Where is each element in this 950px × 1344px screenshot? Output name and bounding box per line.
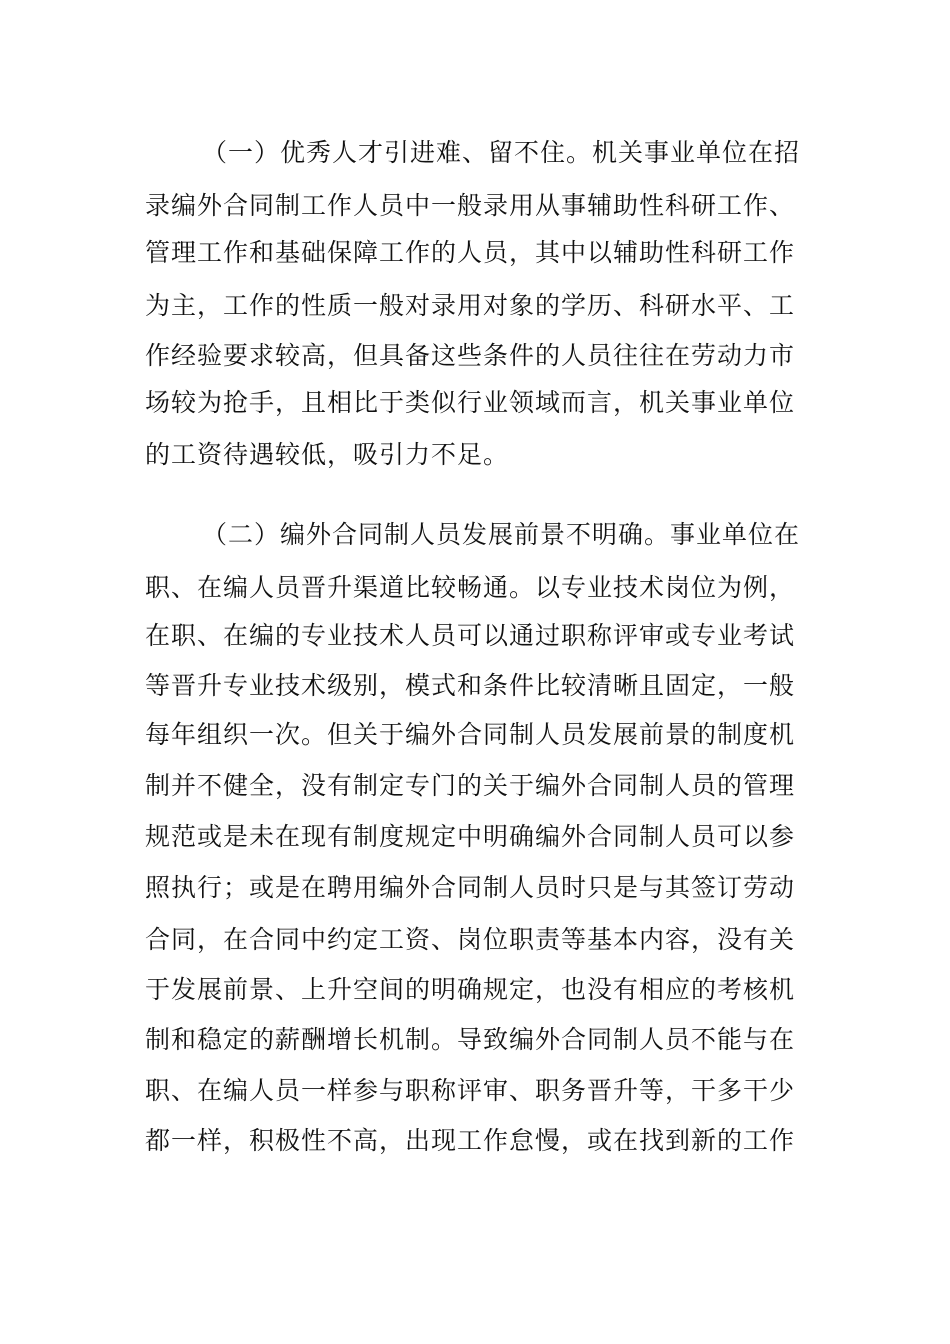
paragraph-line: 的工资待遇较低，吸引力不足。 bbox=[145, 440, 510, 469]
paragraph-line: 管理工作和基础保障工作的人员，其中以辅助性科研工作 bbox=[145, 238, 796, 267]
paragraph-line: 为主，工作的性质一般对录用对象的学历、科研水平、工 bbox=[145, 291, 796, 320]
paragraph-line: （一）优秀人才引进难、留不住。机关事业单位在招 bbox=[202, 138, 801, 167]
paragraph-line: 照执行；或是在聘用编外合同制人员时只是与其签订劳动 bbox=[145, 873, 796, 902]
paragraph-line: 职、在编人员一样参与职称评审、职务晋升等，干多干少 bbox=[145, 1076, 796, 1105]
paragraph-line: 录编外合同制工作人员中一般录用从事辅助性科研工作、 bbox=[145, 191, 796, 220]
paragraph-line: 作经验要求较高，但具备这些条件的人员往往在劳动力市 bbox=[145, 341, 796, 370]
paragraph-line: 等晋升专业技术级别，模式和条件比较清晰且固定，一般 bbox=[145, 671, 796, 700]
paragraph-line: 制和稳定的薪酬增长机制。导致编外合同制人员不能与在 bbox=[145, 1025, 796, 1054]
paragraph-line: 于发展前景、上升空间的明确规定，也没有相应的考核机 bbox=[145, 975, 796, 1004]
paragraph-line: 都一样，积极性不高，出现工作怠慢，或在找到新的工作 bbox=[145, 1126, 796, 1155]
paragraph-line: 合同，在合同中约定工资、岗位职责等基本内容，没有关 bbox=[145, 925, 796, 954]
paragraph-line: 场较为抢手，且相比于类似行业领域而言，机关事业单位 bbox=[145, 388, 796, 417]
paragraph-line: 每年组织一次。但关于编外合同制人员发展前景的制度机 bbox=[145, 720, 796, 749]
paragraph-line: 制并不健全，没有制定专门的关于编外合同制人员的管理 bbox=[145, 771, 796, 800]
paragraph-line: 在职、在编的专业技术人员可以通过职称评审或专业考试 bbox=[145, 621, 796, 650]
paragraph-line: （二）编外合同制人员发展前景不明确。事业单位在 bbox=[202, 520, 801, 549]
paragraph-line: 规范或是未在现有制度规定中明确编外合同制人员可以参 bbox=[145, 822, 796, 851]
paragraph-line: 职、在编人员晋升渠道比较畅通。以专业技术岗位为例， bbox=[145, 573, 796, 602]
